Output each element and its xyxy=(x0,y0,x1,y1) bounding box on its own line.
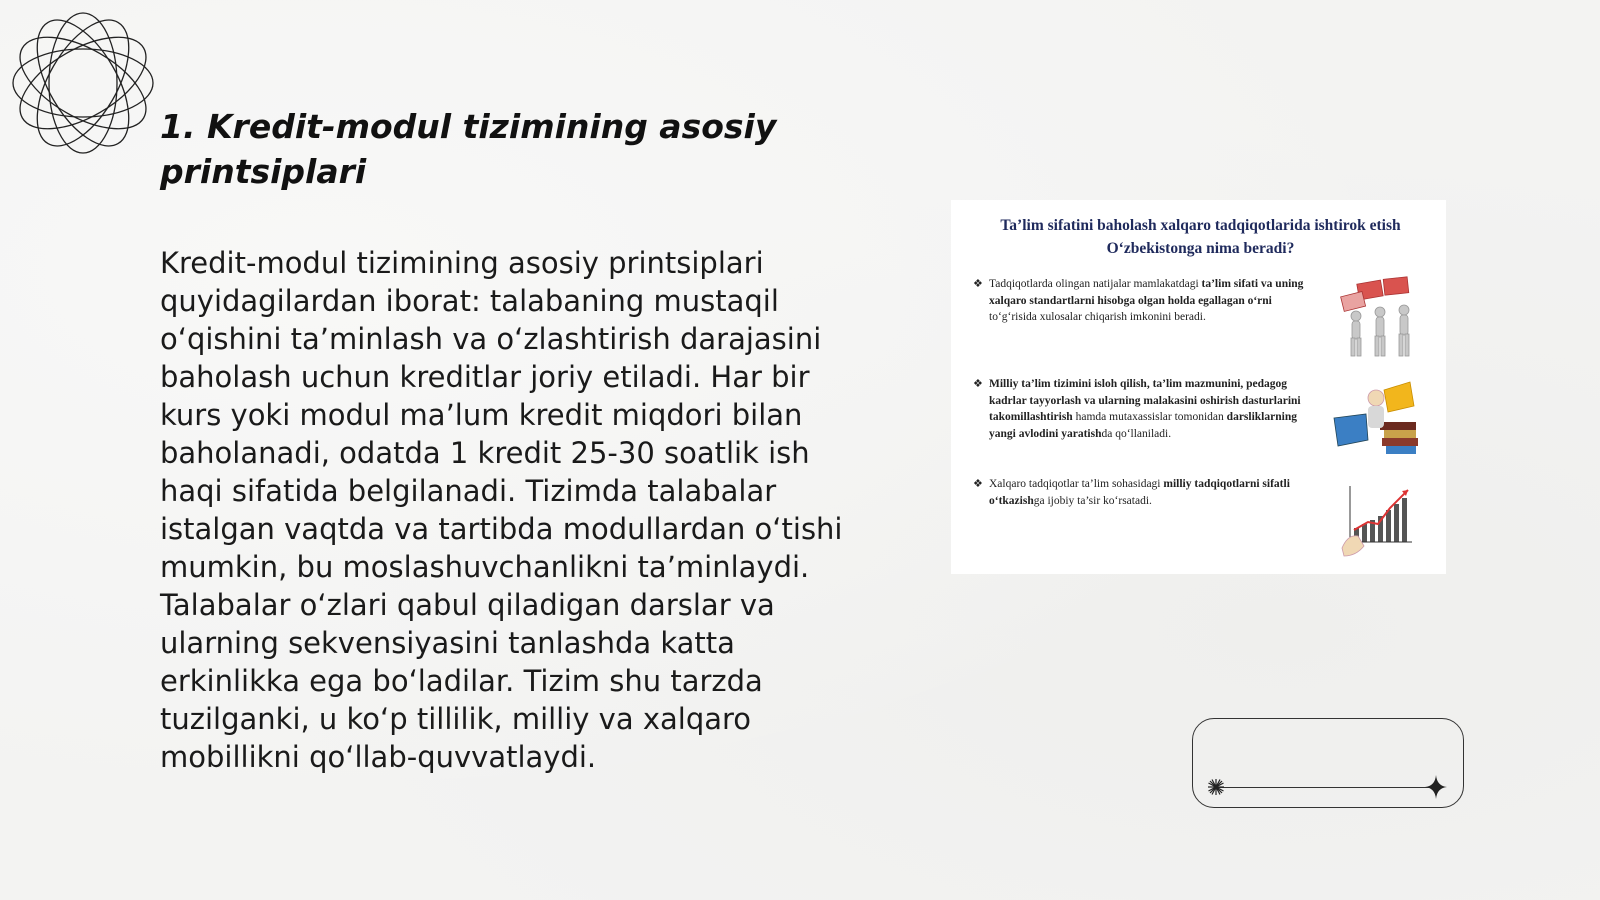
infographic-card xyxy=(951,200,1446,574)
slider-track xyxy=(1215,787,1441,788)
people-lifting-boxes-icon xyxy=(1328,276,1428,360)
infographic-item-text xyxy=(989,376,1322,442)
slide-body-text: Kredit-modul tizimining asosiy printsiplari quyidagilardan iborat: talabaning mustaqil o‘qishini ta’minlash va o‘zlashtirish darajasini baholash uchun kreditlar joriy etiladi. Har bir kurs yoki modul ma’lum kredit miqdori bilan baholanadi, odatda 1 kredit 25-30 soatlik ish haqi sifatida belgilanadi. Tizimda talabalar istalgan vaqtda va tartibda modullardan o‘tishi mumkin, bu moslashuvchanlikni ta’minlaydi. Talabalar o‘zlari qabul qiladigan darslar va ularning sekvensiyasini tanlashda katta erkinlikka ega bo‘ladilar. Tizim shu tarzda tuzilganki, u ko‘p tillilik, milliy va xalqaro mobillikni qo‘llab-quvvatlaydi. xyxy=(160,246,843,774)
text-run: ga ijobiy ta’sir ko‘rsatadi. xyxy=(1033,494,1152,507)
text-run: Xalqaro tadqiqotlar ta’lim sohasidagi xyxy=(989,478,1164,490)
text-run: da qo‘llaniladi. xyxy=(1101,427,1172,440)
sunburst-knob-icon xyxy=(1207,778,1225,796)
growth-chart-hand-icon xyxy=(1328,476,1428,560)
text-run-bold: darsliklarning yangi avlodini yaratish xyxy=(989,411,1297,440)
text-run: Tadqiqotlarda olingan natijalar mamlakatdagi xyxy=(989,278,1202,290)
diamond-bullet-icon: ❖ xyxy=(973,378,983,390)
infographic-item-text xyxy=(989,276,1322,326)
infographic-item xyxy=(973,476,1428,560)
infographic-title: Ta’lim sifatini baholash xalqaro tadqiqotlarida ishtirok etish O‘zbekistonga nima beradi? xyxy=(1000,217,1401,257)
text-run-bold: ta’lim sifati va uning xalqaro standartlarni hisobga olgan holda egallagan o‘rni xyxy=(989,278,1304,307)
diamond-bullet-icon: ❖ xyxy=(973,278,983,290)
text-run-bold: Milliy ta’lim tizimini isloh qilish, ta’lim mazmunini, pedagog kadrlar tayyorlash va ularning malakasini oshirish dasturlarini takomillashtirish xyxy=(989,378,1301,423)
person-reading-books-icon xyxy=(1328,376,1428,460)
text-run-bold: milliy tadqiqotlarni sifatli o‘tkazish xyxy=(989,478,1290,507)
sparkle-end-icon xyxy=(1425,775,1447,799)
decorative-slider-frame xyxy=(1192,718,1464,808)
flower-orbit-logo-icon xyxy=(8,8,158,158)
text-run: hamda mutaxassislar tomonidan xyxy=(1072,411,1227,423)
text-run: to‘g‘risida xulosalar chiqarish imkonini beradi. xyxy=(989,311,1206,323)
infographic-item xyxy=(973,276,1428,360)
slide-title: 1. Kredit-modul tizimining asosiy printsiplari xyxy=(160,107,777,191)
diamond-bullet-icon: ❖ xyxy=(973,478,983,490)
infographic-item xyxy=(973,376,1428,460)
infographic-item-text xyxy=(989,476,1322,509)
